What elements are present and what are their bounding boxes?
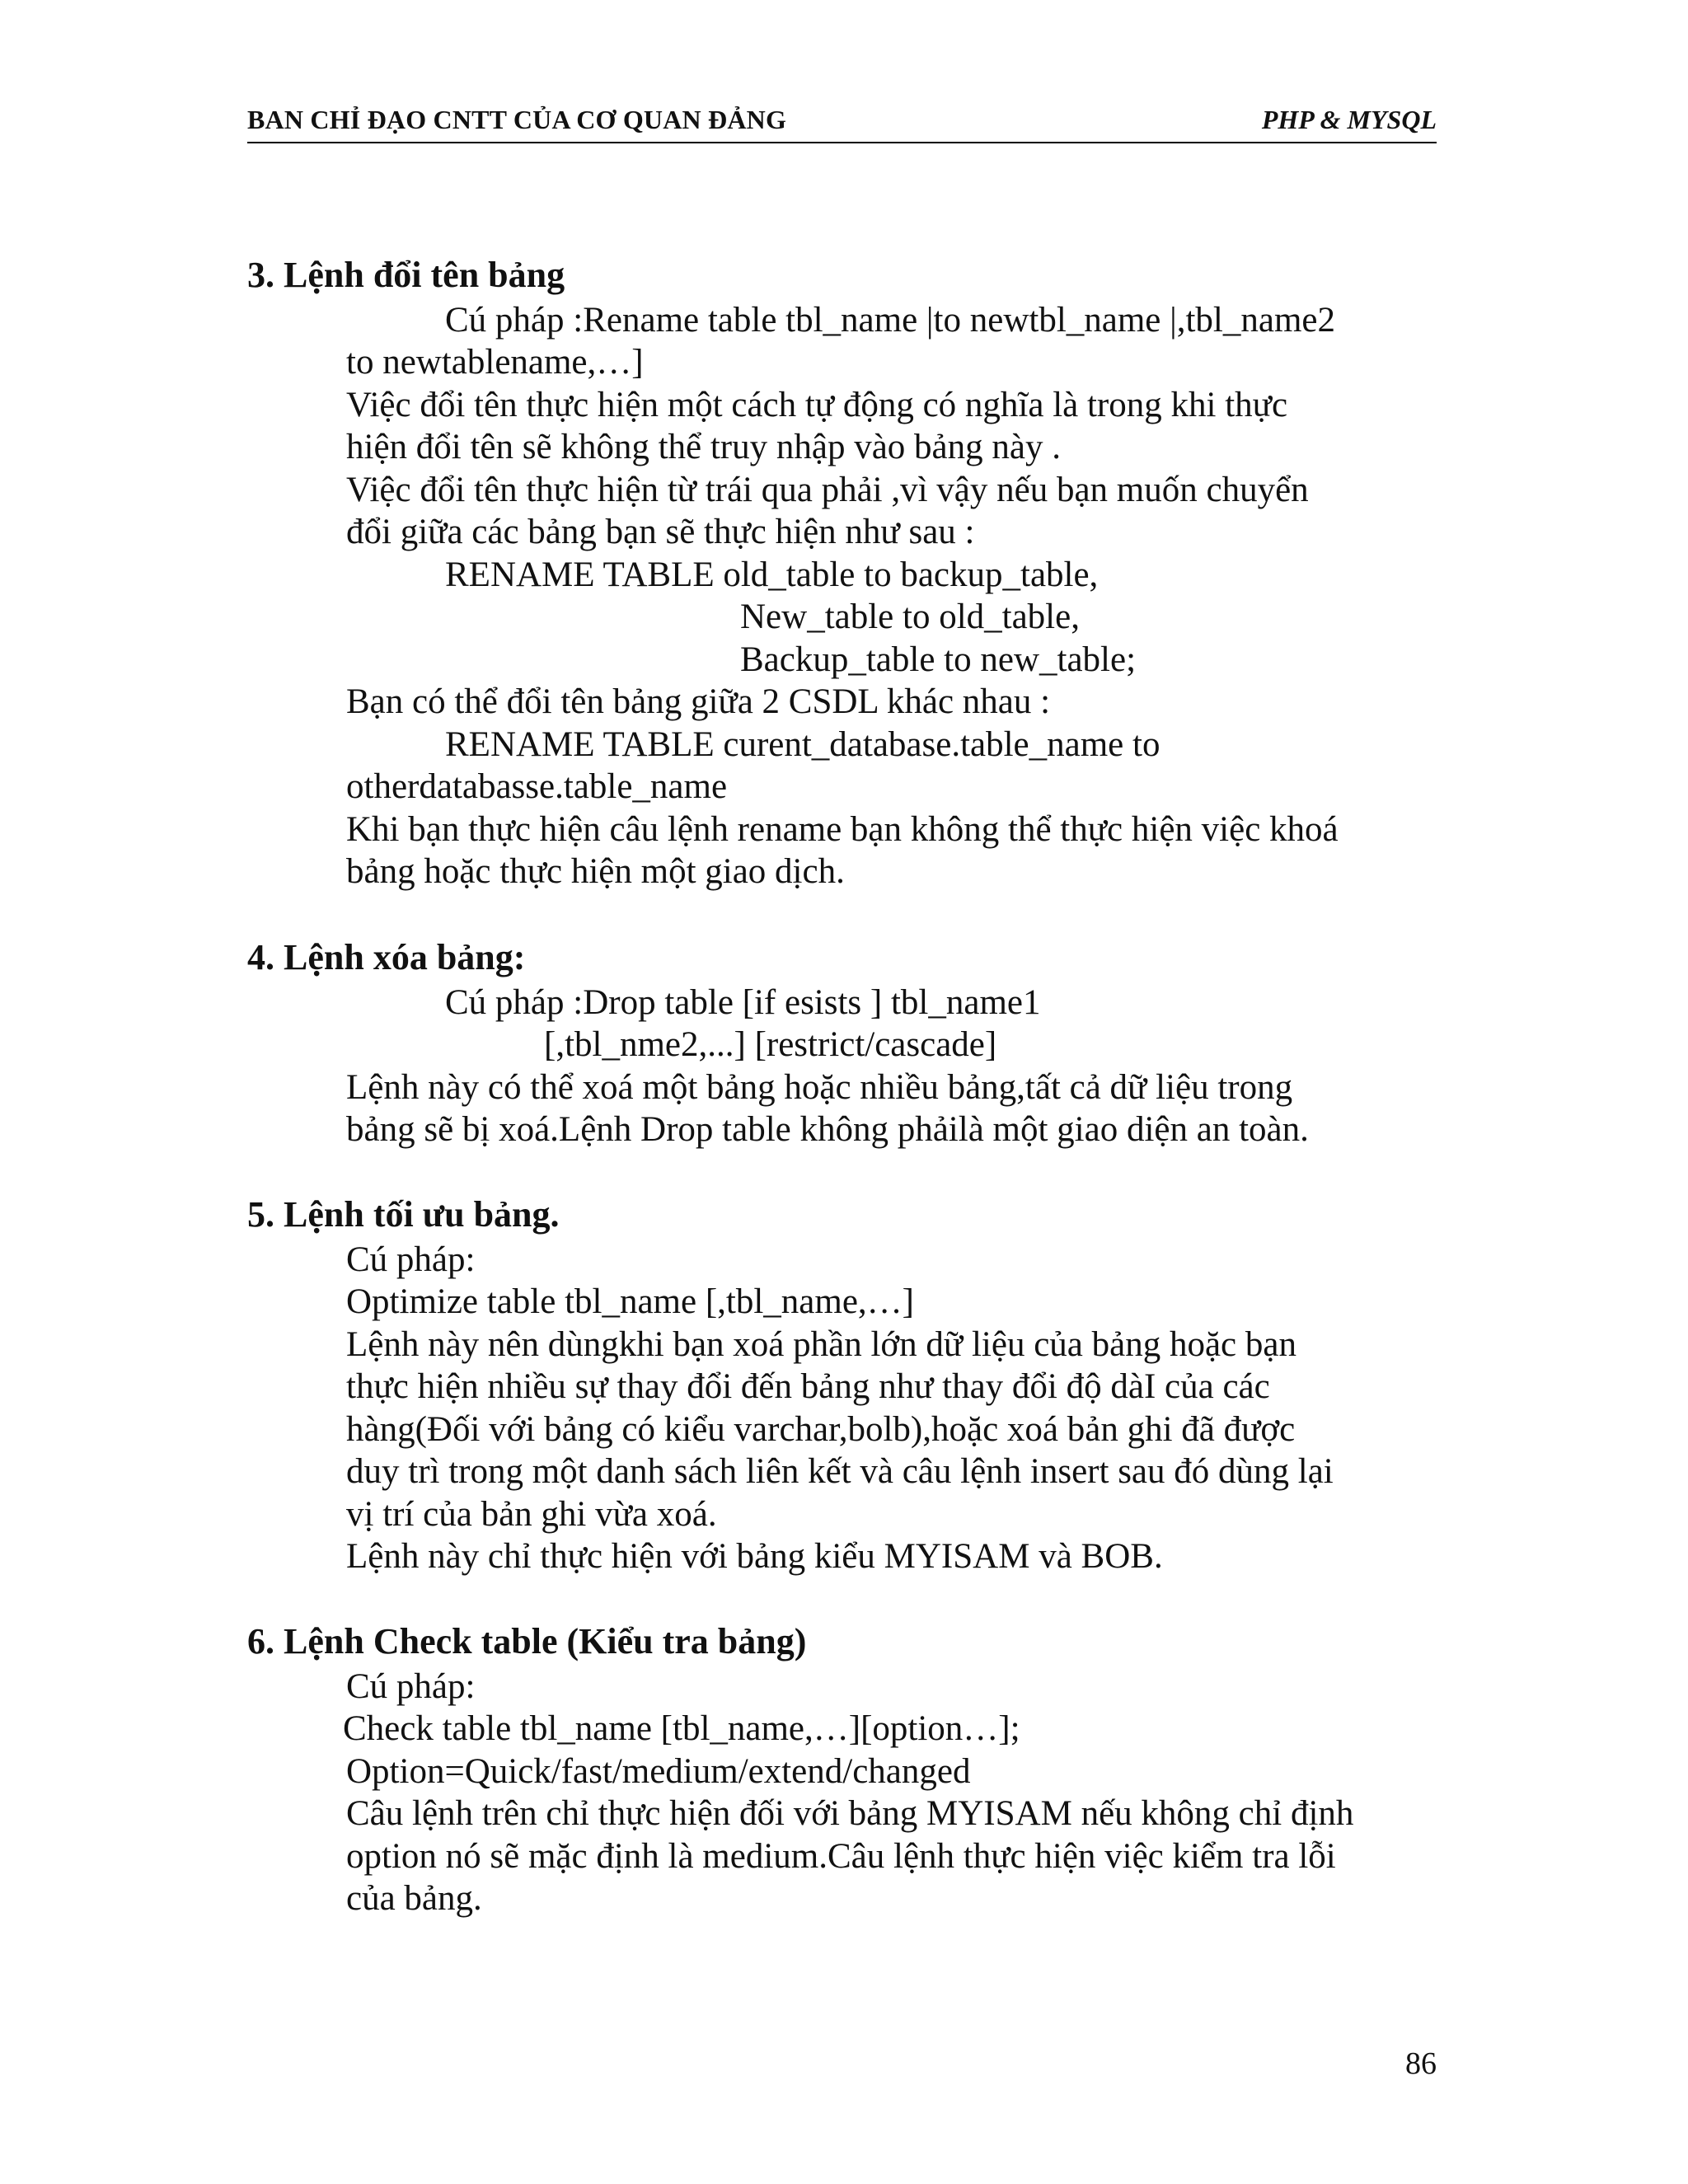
section-line: [,tbl_nme2,...] [restrict/cascade] [544, 1025, 997, 1064]
section-line: Cú pháp: [346, 1240, 476, 1279]
section-heading-optimize: 5. Lệnh tối ưu bảng. [247, 1194, 560, 1235]
section-line: Việc đổi tên thực hiện một cách tự động có nghĩa là trong khi thực [346, 386, 1288, 424]
page-number: 86 [1405, 2046, 1437, 2081]
section-line: bảng sẽ bị xoá.Lệnh Drop table không phảilà một giao diện an toàn. [346, 1110, 1309, 1149]
section-heading-drop: 4. Lệnh xóa bảng: [247, 937, 526, 977]
section-line: Khi bạn thực hiện câu lệnh rename bạn không thể thực hiện việc khoá [346, 810, 1339, 849]
page-header [247, 105, 1437, 143]
section-line: duy trì trong một danh sách liên kết và câu lệnh insert sau đó dùng lại [346, 1452, 1334, 1491]
section-line: Lệnh này chỉ thực hiện với bảng kiểu MYISAM và BOB. [346, 1537, 1163, 1576]
section-heading-rename: 3. Lệnh đổi tên bảng [247, 255, 565, 295]
section-line: Câu lệnh trên chỉ thực hiện đối với bảng MYISAM nếu không chỉ định [346, 1794, 1354, 1833]
code-line: RENAME TABLE curent_database.table_name to [445, 725, 1160, 764]
section-line: Option=Quick/fast/medium/extend/changed [346, 1752, 971, 1791]
section-heading-check: 6. Lệnh Check table (Kiểu tra bảng) [247, 1621, 807, 1661]
section-line: hiện đổi tên sẽ không thể truy nhập vào bảng này . [346, 428, 1061, 466]
header-subject: PHP & MYSQL [1261, 105, 1437, 134]
section-line: của bảng. [346, 1879, 482, 1918]
section-line: đổi giữa các bảng bạn sẽ thực hiện như sau : [346, 513, 975, 551]
section-line: hàng(Đối với bảng có kiểu varchar,bolb),hoặc xoá bản ghi đã được [346, 1410, 1296, 1449]
section-line: vị trí của bản ghi vừa xoá. [346, 1495, 717, 1534]
section-line: Lệnh này có thể xoá một bảng hoặc nhiều bảng,tất cả dữ liệu trong [346, 1068, 1293, 1107]
section-line: Cú pháp :Rename table tbl_name |to newtbl_name |,tbl_name2 [445, 301, 1335, 340]
section-line: Cú pháp :Drop table [if esists ] tbl_name1 [445, 983, 1041, 1022]
section-line: Optimize table tbl_name [,tbl_name,…] [346, 1282, 914, 1321]
section-line: Bạn có thể đổi tên bảng giữa 2 CSDL khác nhau : [346, 682, 1051, 721]
code-line: New_table to old_table, [740, 598, 1080, 636]
section-line: bảng hoặc thực hiện một giao dịch. [346, 852, 845, 891]
code-line: RENAME TABLE old_table to backup_table, [445, 555, 1099, 594]
section-line: to newtablename,…] [346, 343, 644, 382]
section-line: option nó sẽ mặc định là medium.Câu lệnh thực hiện việc kiểm tra lỗi [346, 1837, 1336, 1876]
section-line: thực hiện nhiều sự thay đổi đến bảng như thay đổi độ dàI của các [346, 1367, 1270, 1406]
section-line: Check table tbl_name [tbl_name,…][option…]; [343, 1709, 1020, 1748]
code-line: otherdatabasse.table_name [346, 767, 728, 806]
section-line: Cú pháp: [346, 1667, 476, 1706]
header-title: BAN CHỈ ĐẠO CNTT CỦA CƠ QUAN ĐẢNG [247, 105, 787, 134]
section-line: Việc đổi tên thực hiện từ trái qua phải ,vì vậy nếu bạn muốn chuyển [346, 471, 1309, 509]
code-line: Backup_table to new_table; [740, 640, 1137, 679]
section-line: Lệnh này nên dùngkhi bạn xoá phần lớn dữ liệu của bảng hoặc bạn [346, 1325, 1296, 1364]
